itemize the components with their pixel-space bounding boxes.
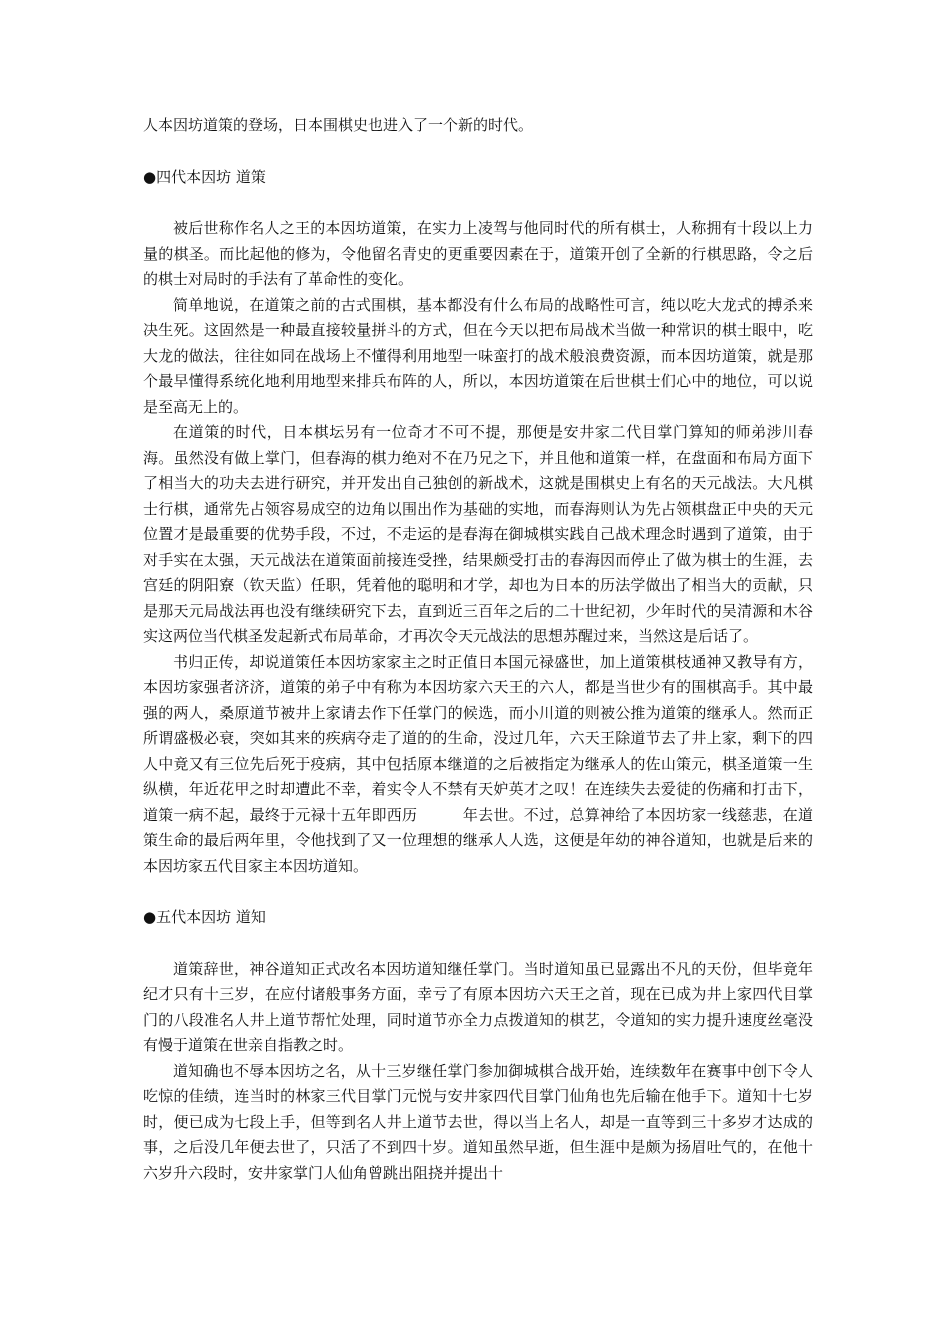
section-heading-dochi: ●五代本因坊 道知 — [143, 908, 266, 926]
paragraph: 简单地说，在道策之前的古式围棋，基本都没有什么布局的战略性可言，纯以吃大龙式的搏杀来决生死。这固然是一种最直接较量拼斗的方式，但在今天以把布局战术当做一种常识的棋士眼中，吃大龙的做法，往往如同在战场上不懂得利用地型一味蛮打的战术般浪费资源，而本因坊道策，就是那个最早懂得系统化地利用地型来排兵布阵的人，所以，本因坊道策在后世棋士们心中的地位，可以说是至高无上的。 — [143, 295, 813, 416]
paragraph: 道知确也不辱本因坊之名，从十三岁继任掌门参加御城棋合战开始，连续数年在赛事中创下令人吃惊的佳绩，连当时的林家三代目掌门元悦与安井家四代目掌门仙角也先后输在他手下。道知十七岁时，便已成为七段上手，但等到名人井上道节去世，得以当上名人，却是一直等到三十多岁才达成的事，之后没几年便去世了，只活了不到四十岁。道知虽然早逝，但生涯中是颇为扬眉吐气的，在他十六岁升六段时，安井家掌门人仙角曾跳出阻挠并提出十 — [143, 1061, 813, 1182]
paragraph: 道策辞世，神谷道知正式改名本因坊道知继任掌门。当时道知虽已显露出不凡的天份，但毕竟年纪才只有十三岁，在应付诸般事务方面，幸亏了有原本因坊六天王之首，现在已成为井上家四代目掌门的八段准名人井上道节帮忙处理，同时道节亦全力点拨道知的棋艺，令道知的实力提升速度丝毫没有慢于道策在世亲自指教之时。 — [143, 959, 813, 1054]
spacer — [143, 879, 813, 905]
paragraph: 被后世称作名人之王的本因坊道策，在实力上凌驾与他同时代的所有棋士，人称拥有十段以上力量的棋圣。而比起他的修为，令他留名青史的更重要因素在于，道策开创了全新的行棋思路，令之后的棋士对局时的手法有了革命性的变化。 — [143, 219, 813, 288]
spacer — [143, 190, 813, 216]
lead-paragraph: 人本因坊道策的登场，日本围棋史也进入了一个新的时代。 — [143, 116, 534, 134]
section-heading-dousaku: ●四代本因坊 道策 — [143, 167, 266, 186]
spacer — [143, 139, 813, 165]
paragraph: 在道策的时代，日本棋坛另有一位奇才不可不提，那便是安井家二代目掌门算知的师弟涉川春海。虽然没有做上掌门，但春海的棋力绝对不在乃兄之下，并且他和道策一样，在盘面和布局方面下了相当大的功夫去进行研究，并开发出自己独创的新战术，这就是围棋史上有名的天元战法。大凡棋士行棋，通常先占领容易成空的边角以围出作为基础的实地，而春海则认为先占领棋盘正中央的天元位置才是最重要的优势手段，不过，不走运的是春海在御城棋实践自己战术理念时遇到了道策，由于对手实在太强，天元战法在道策面前接连受挫，结果颇受打击的春海因而停止了做为棋士的生涯，去宫廷的阴阳寮（钦天监）任职，凭着他的聪明和才学，却也为日本的历法学做出了相当大的贡献，只是那天元局战法再也没有继续研究下去，直到近三百年之后的二十世纪初，少年时代的吴清源和木谷实这两位当代棋圣发起新式布局革命，才再次令天元战法的思想苏醒过来，当然这是后话了。 — [143, 423, 813, 645]
document-body — [143, 113, 813, 1186]
paragraph: 书归正传，却说道策任本因坊家家主之时正值日本国元禄盛世，加上道策棋枝通神又教导有方，本因坊家强者济济，道策的弟子中有称为本因坊家六天王的六人，都是当世少有的围棋高手。其中最强的两人，桑原道节被井上家请去作下任掌门的候选，而小川道的则被公推为道策的继承人。然而正所谓盛极必衰，突如其来的疾病夺走了道的的生命，没过几年，六天王除道节去了井上家，剩下的四人中竟又有三位先后死于疫病，其中包括原本继道的之后被指定为继承人的佐山策元，棋圣道策一生纵横，年近花甲之时却遭此不幸，着实令人不禁有天妒英才之叹！在连续失去爱徒的伤痛和打击下，道策一病不起，最终于元禄十五年即西历 年去世。不过，总算神给了本因坊家一线慈悲，在道策生命的最后两年里，令他找到了又一位理想的继承人人选，这便是年幼的神谷道知，也就是后来的本因坊家五代目家主本因坊道知。 — [143, 652, 813, 875]
spacer — [143, 931, 813, 957]
